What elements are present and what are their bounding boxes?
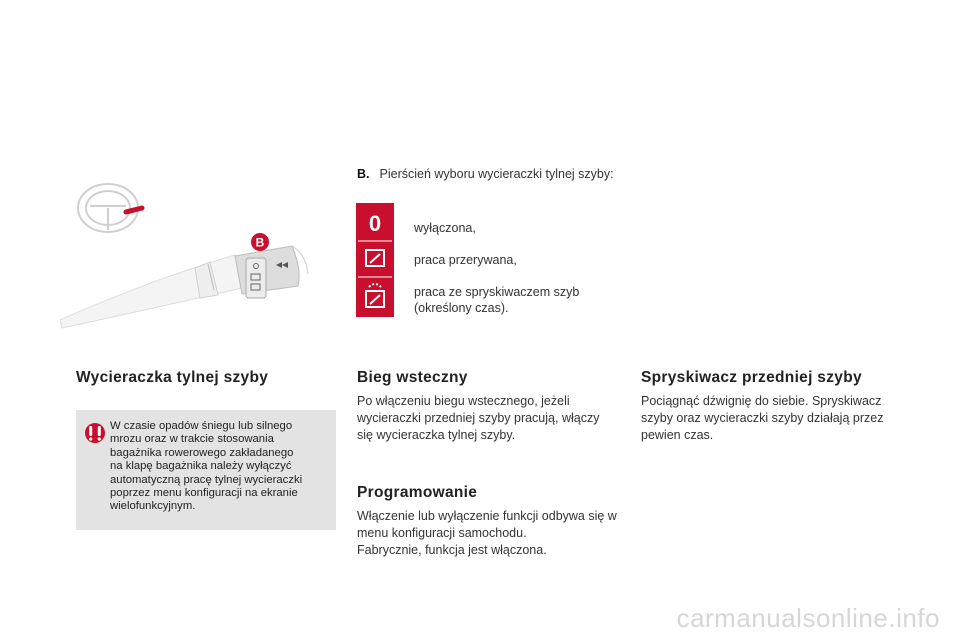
warning-icon bbox=[84, 422, 106, 444]
intermittent-wiper-icon bbox=[366, 250, 384, 266]
reverse-line: się wycieraczka tylnej szyby. bbox=[357, 428, 516, 442]
front-washer-heading: Spryskiwacz przedniej szyby bbox=[641, 369, 862, 386]
b-section-title bbox=[357, 167, 614, 181]
b-letter: B. bbox=[357, 167, 370, 181]
programming-line: menu konfiguracji samochodu. bbox=[357, 526, 527, 540]
reverse-text bbox=[357, 393, 627, 444]
front-washer-text bbox=[641, 393, 911, 444]
front-washer-line: Pociągnąć dźwignię do siebie. Spryskiwacz bbox=[641, 394, 882, 408]
notice-line: poprzez menu konfiguracji na ekranie bbox=[110, 487, 298, 500]
washer-wiper-icon bbox=[366, 284, 384, 307]
notice-line: W czasie opadów śniegu lub silnego bbox=[110, 420, 293, 432]
wiper-stalk-illustration bbox=[60, 170, 330, 330]
reverse-line: Po włączeniu biegu wstecznego, jeżeli bbox=[357, 394, 570, 408]
notice-line: wielofunkcyjnym. bbox=[110, 500, 196, 513]
notice-line: mrozu oraz w trakcie stosowania bbox=[110, 433, 274, 446]
mode-washer-label bbox=[414, 284, 579, 316]
mode-washer-line1: praca ze spryskiwaczem szyb bbox=[414, 285, 580, 299]
notice-line: na klapę bagażnika należy wyłączyć bbox=[110, 460, 292, 473]
mode-intermittent-label: praca przerywana, bbox=[414, 253, 517, 267]
programming-line: Fabrycznie, funkcja jest włączona. bbox=[357, 543, 547, 557]
notice-line: bagażnika rowerowego zakładanego bbox=[110, 446, 294, 459]
programming-line: Włączenie lub wyłączenie funkcji odbywa się w bbox=[357, 509, 617, 523]
notice-line: automatyczną pracę tylnej wycieraczki bbox=[110, 473, 303, 486]
watermark: carmanualsonline.info bbox=[676, 603, 940, 633]
warning-notice bbox=[76, 410, 336, 530]
programming-text bbox=[357, 508, 637, 559]
rear-wiper-heading: Wycieraczka tylnej szyby bbox=[76, 369, 269, 386]
front-washer-line: pewien czas. bbox=[641, 428, 714, 442]
steering-wheel-icon bbox=[78, 184, 138, 232]
off-icon bbox=[369, 211, 381, 236]
notice-text bbox=[110, 420, 330, 514]
reverse-heading: Bieg wsteczny bbox=[357, 369, 468, 386]
mode-off-label: wyłączona, bbox=[414, 221, 476, 235]
mode-icon-strip bbox=[356, 203, 394, 317]
off-glyph: 0 bbox=[368, 211, 382, 236]
programming-heading: Programowanie bbox=[357, 484, 478, 501]
mode-washer-line2: (określony czas). bbox=[414, 301, 509, 315]
front-washer-line: szyby oraz wycieraczki szyby działają przez bbox=[641, 411, 884, 425]
callout-b: B bbox=[255, 235, 265, 250]
reverse-line: wycieraczki przedniej szyby pracują, włączy bbox=[357, 411, 600, 425]
b-title: Pierścień wyboru wycieraczki tylnej szyby: bbox=[379, 167, 614, 181]
